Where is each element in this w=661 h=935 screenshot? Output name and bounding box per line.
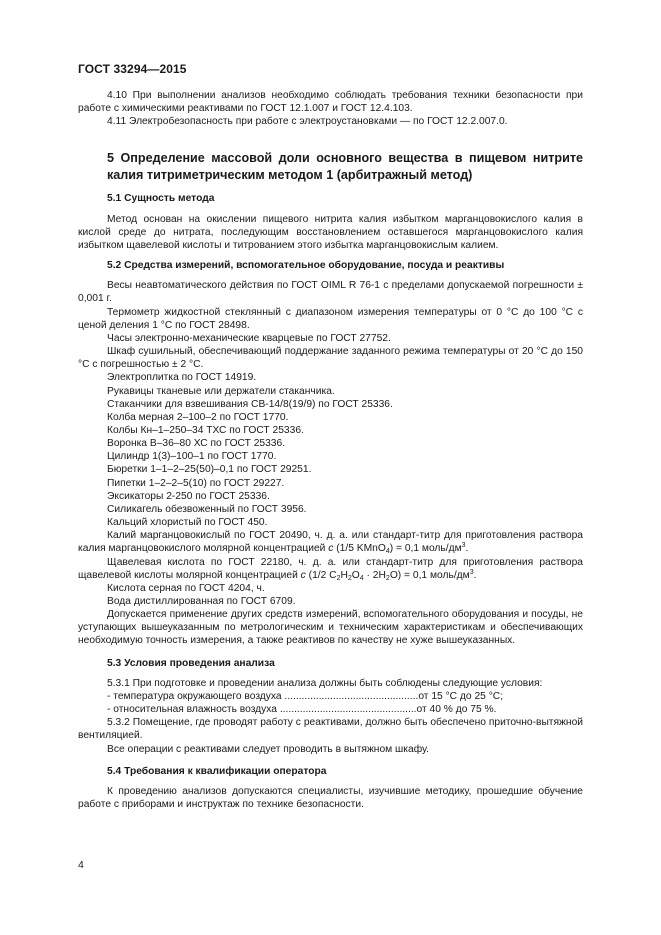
clause-4-11: 4.11 Электробезопасность при работе с электроустановками — по ГОСТ 12.2.007.0. <box>107 116 508 128</box>
section-5-title: 5 Определение массовой доли основного вещества в пищевом нитрите калия титриметрическим методом 1 (арбитражный метод) <box>107 151 583 182</box>
equipment-item: Термометр жидкостной стеклянный с диапазоном измерения температуры от 0 °С до 100 °С с ценой деления 1 °С по ГОСТ 28498. <box>78 306 583 331</box>
heading-5-3: 5.3 Условия проведения анализа <box>107 657 275 669</box>
equipment-item: Колба мерная 2–100–2 по ГОСТ 1770. <box>107 411 289 423</box>
page-body <box>78 89 583 811</box>
clause-5-3-2: 5.3.2 Помещение, где проводят работу с реактивами, должно быть обеспечено приточно-вытяжной вентиляцией. <box>78 717 583 742</box>
reagent-kmno4: Калий марганцовокислый по ГОСТ 20490, ч. д. а. или стандарт-титр для приготовления раствора калия марганцовокислого молярной концентрацией c (1/5 KMnO$_4$) = 0,1 моль/$дм^3$. <box>78 530 583 556</box>
equipment-item: Кальций хлористый по ГОСТ 450. <box>107 517 268 529</box>
equipment-item: Шкаф сушильный, обеспечивающий поддержание заданного режима температуры от 20 °С до 150 °С с погрешностью ± 2 °С. <box>78 346 583 371</box>
condition-humidity: - относительная влажность воздуха ................................................от 40 % до 75 %. <box>107 704 497 716</box>
equipment-item: Электроплитка по ГОСТ 14919. <box>107 372 257 384</box>
page-number: 4 <box>78 859 84 871</box>
equipment-item: Цилиндр 1(3)–100–1 по ГОСТ 1770. <box>107 451 277 463</box>
clause-5-3-1: 5.3.1 При подготовке и проведении анализа должны быть соблюдены следующие условия: <box>107 677 543 689</box>
reagent-oxalic-acid: Щавелевая кислота по ГОСТ 22180, ч. д. а. или стандарт-титр для приготовления раствора щавелевой кислоты молярной концентрацией c (1/2 $C_2H_2O_4 \cdot 2H_2O) = 0,1$ моль/$дм^3$. <box>78 556 583 582</box>
method-principle: Метод основан на окислении пищевого нитрита калия избытком марганцовокислого калия в кислой среде до нитрата, последующим восстановлением оставшегося марганцовокислого калия избытком щавелевой кислоты и титрованием этого избытка марганцовокислым калием. <box>78 213 583 251</box>
heading-5-4: 5.4 Требования к квалификации оператора <box>107 765 327 777</box>
equipment-item: Силикагель обезвоженный по ГОСТ 3956. <box>107 503 307 515</box>
equipment-item: Весы неавтоматического действия по ГОСТ OIML R 76-1 с пределами допускаемой погрешности ± 0,001 г. <box>78 280 583 305</box>
equipment-item: Пипетки 1–2–2–5(10) по ГОСТ 29227. <box>107 477 285 489</box>
equipment-item: Стаканчики для взвешивания СВ-14/8(19/9) по ГОСТ 25336. <box>107 398 393 410</box>
clause-4-10: 4.10 При выполнении анализов необходимо соблюдать требования техники безопасности при работе с химическими реактивами по ГОСТ 12.1.007 и ГОСТ 12.4.103. <box>78 90 583 115</box>
equipment-item: Вода дистиллированная по ГОСТ 6709. <box>107 596 296 607</box>
equipment-item: Бюретки 1–1–2–25(50)–0,1 по ГОСТ 29251. <box>107 464 312 476</box>
heading-5-2: 5.2 Средства измерений, вспомогательное оборудование, посуда и реактивы <box>107 260 505 272</box>
equipment-item: Колбы Кн–1–250–34 ТХС по ГОСТ 25336. <box>107 424 304 436</box>
equipment-item: Эксикаторы 2-250 по ГОСТ 25336. <box>107 490 270 502</box>
heading-5-1: 5.1 Сущность метода <box>107 193 215 205</box>
equipment-item: Часы электронно-механические кварцевые по ГОСТ 27752. <box>107 332 391 344</box>
equipment-item: Рукавицы тканевые или держатели стаканчика. <box>107 385 335 397</box>
fume-hood-note: Все операции с реактивами следует проводить в вытяжном шкафу. <box>107 743 429 755</box>
equipment-item: Воронка В–36–80 ХС по ГОСТ 25336. <box>107 438 286 450</box>
running-header: ГОСТ 33294—2015 <box>78 62 187 76</box>
substitution-note: Допускается применение других средств измерений, вспомогательного оборудования и посуды, не уступающих вышеуказанным по метрологическим и техническим характеристикам и обеспечивающих необходимую точность измерения, а также реактивов по качеству не хуже вышеуказанных. <box>78 609 583 647</box>
equipment-item: Кислота серная по ГОСТ 4204, ч. <box>107 582 265 594</box>
condition-temperature: - температура окружающего воздуха ...............................................от 15 °С до 25 °С; <box>107 690 504 702</box>
operator-qualification: К проведению анализов допускаются специалисты, изучившие методику, прошедшие обучение работе с приборами и инструктаж по технике безопасности. <box>78 785 583 811</box>
